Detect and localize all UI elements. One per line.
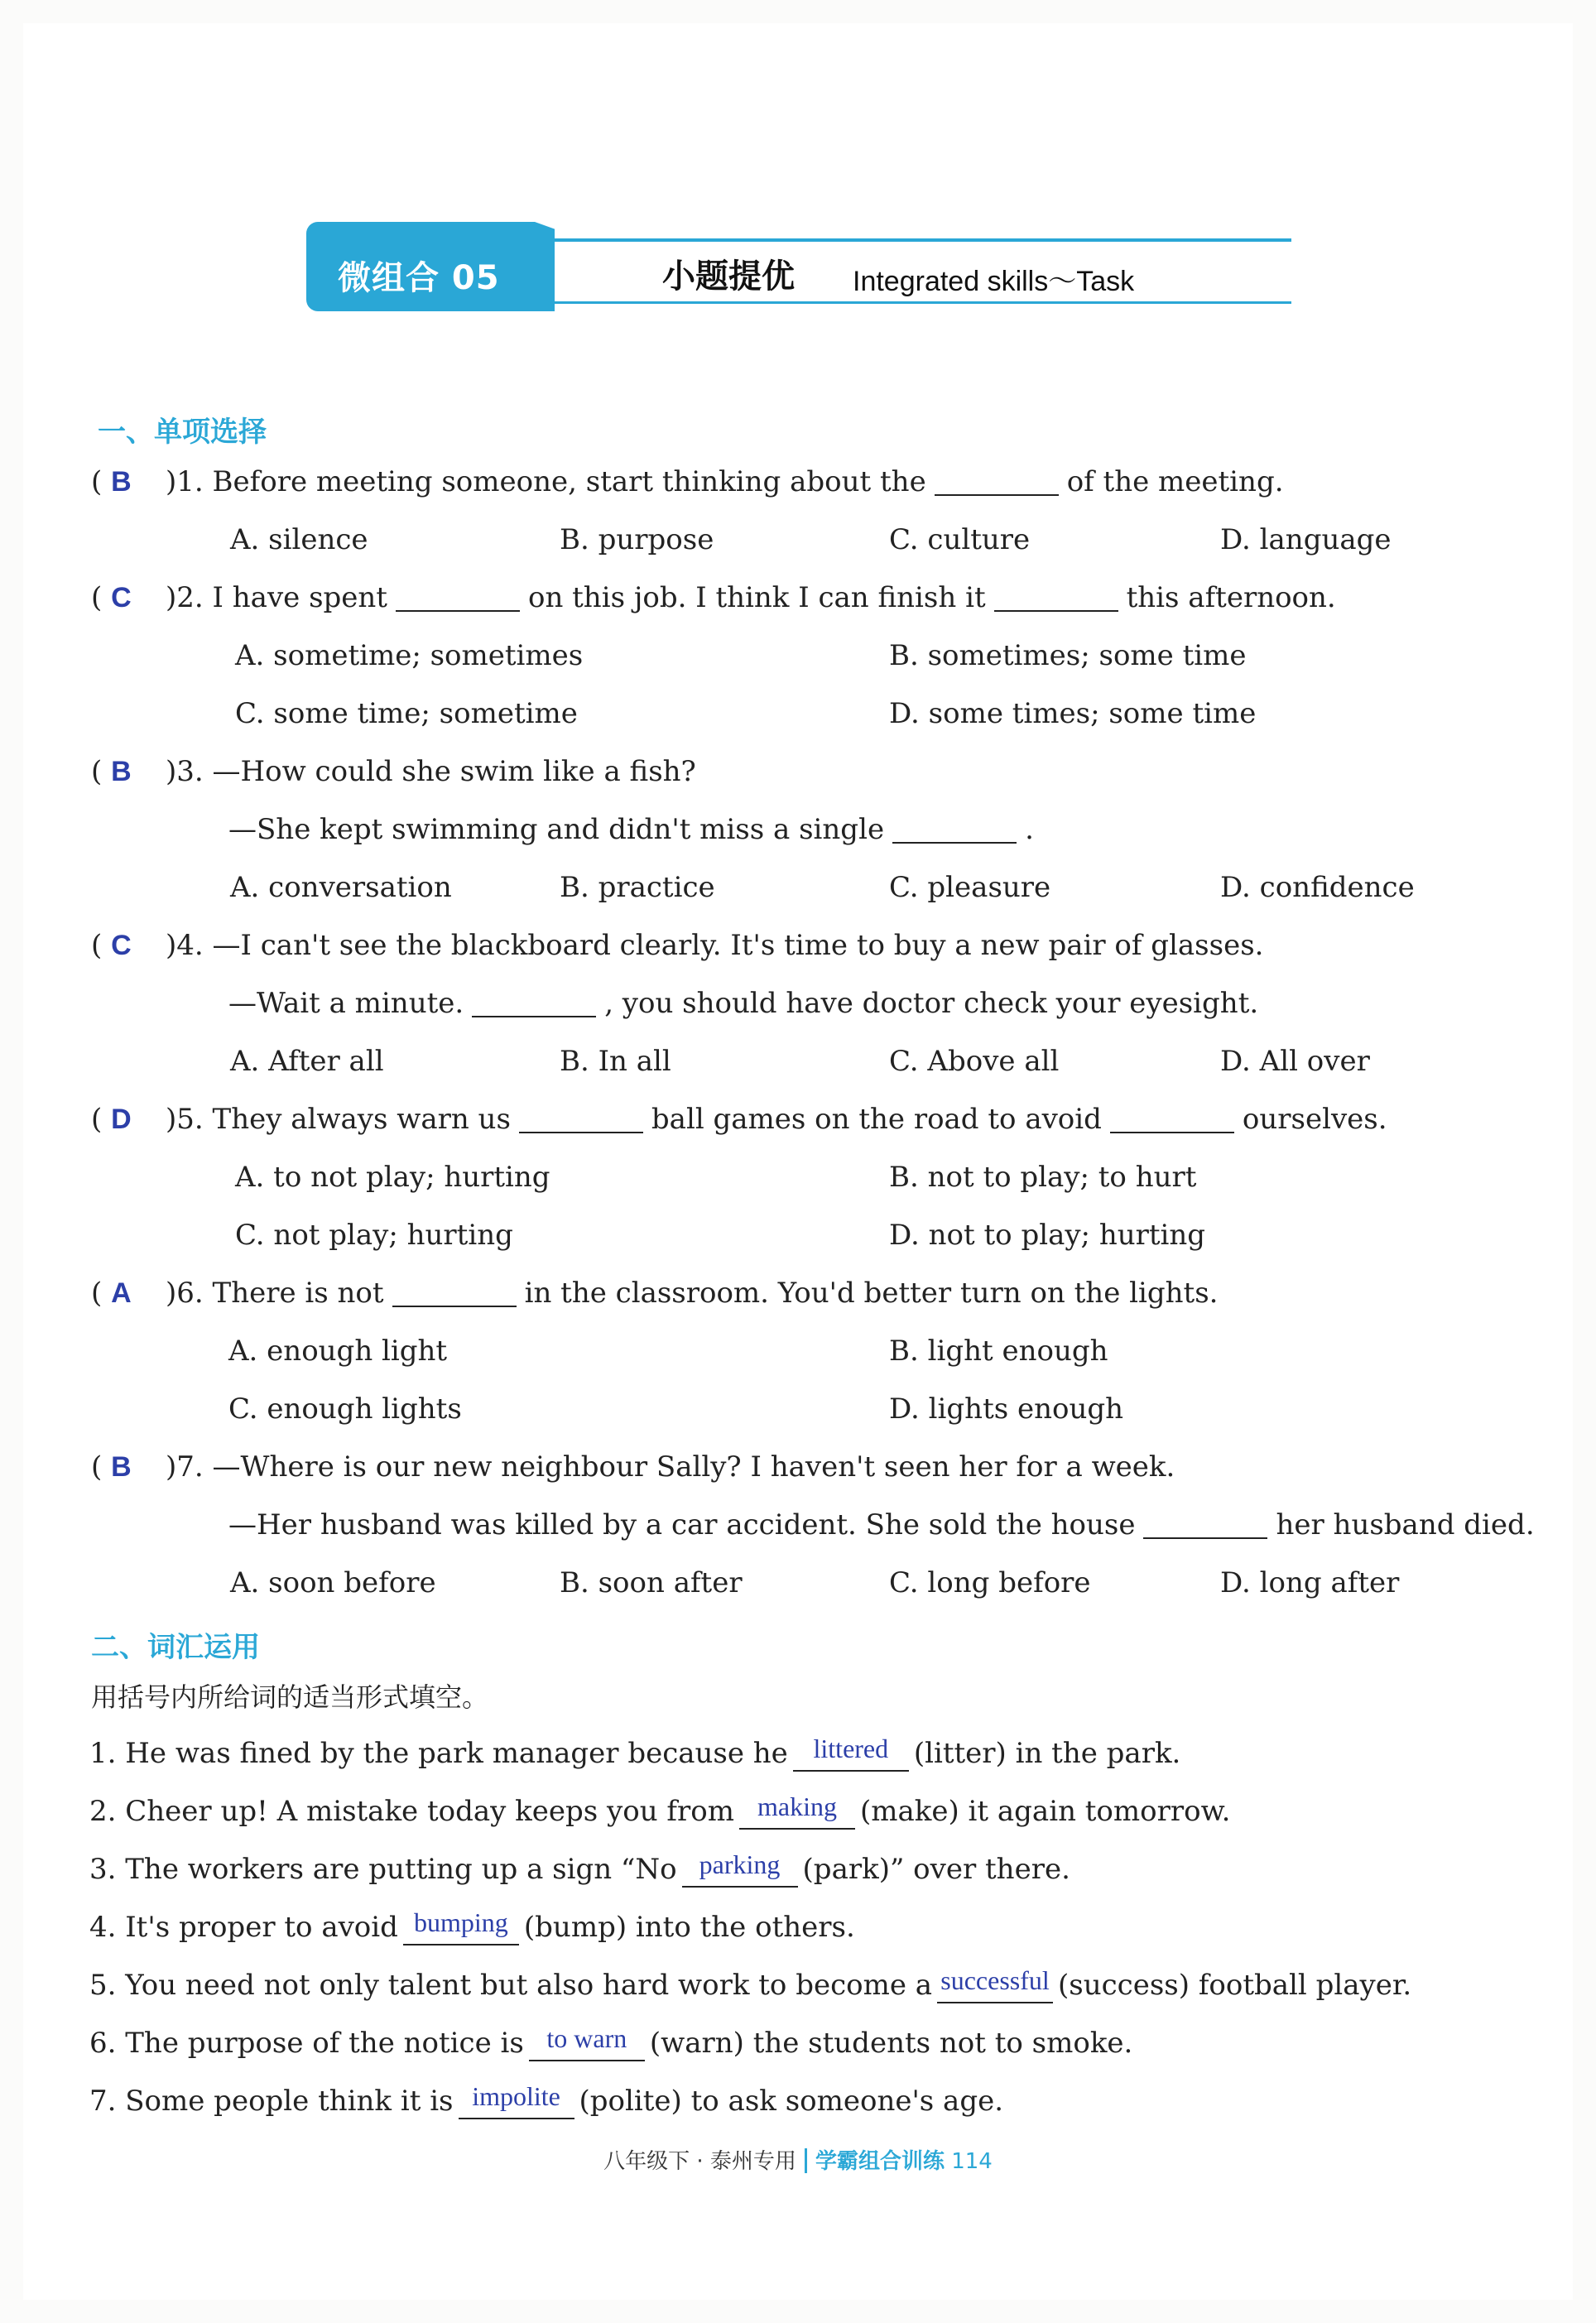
option: B. sometimes; some time (889, 639, 1247, 672)
option: D. not to play; hurting (889, 1219, 1206, 1252)
banner-tab-label: 微组合 05 (338, 259, 500, 297)
fill-item-7: 7. Some people think it is impolite (polite) to ask someone's age. (89, 2081, 1004, 2118)
option: A. conversation (230, 871, 452, 904)
option: A. to not play; hurting (235, 1161, 550, 1194)
answer-2: C (111, 582, 132, 613)
answer-1: B (111, 466, 132, 498)
blank (1110, 1107, 1234, 1133)
option: A. sometime; sometimes (235, 639, 584, 672)
fill-item-3: 3. The workers are putting up a sign “No parking (park)” over there. (89, 1849, 1070, 1886)
footer-separator (805, 2148, 807, 2173)
answer-6: A (111, 1277, 132, 1309)
answer-blank: bumping (403, 1911, 519, 1945)
question-7: ( B )7. —Where is our new neighbour Sally? I haven't seen her for a week. (91, 1450, 1175, 1484)
option: D. language (1220, 523, 1392, 556)
option: C. pleasure (889, 871, 1051, 904)
answer-4: C (111, 930, 132, 961)
blank (1143, 1513, 1267, 1539)
footer-brand: 学霸组合训练 (815, 2149, 945, 2174)
blank (392, 1281, 517, 1307)
option: B. In all (560, 1045, 671, 1078)
option: C. Above all (889, 1045, 1060, 1078)
option: A. enough light (228, 1335, 448, 1368)
answer-blank: parking (682, 1853, 798, 1888)
footer-grade: 八年级下 · 泰州专用 (603, 2149, 796, 2174)
section-banner (306, 222, 1291, 313)
fill-item-6: 6. The purpose of the notice is to warn (warn) the students not to smoke. (89, 2023, 1133, 2060)
option: B. practice (560, 871, 715, 904)
answer-blank: making (739, 1795, 855, 1830)
section2-instruction: 用括号内所给词的适当形式填空。 (91, 1681, 489, 1713)
question-4: ( C )4. —I can't see the blackboard clearly. It's time to buy a new pair of glasses. (91, 929, 1264, 962)
question-7-line-2: —Her husband was killed by a car accident. She sold the house her husband died. (228, 1508, 1535, 1541)
banner-title-en: Integrated skills～Task (853, 266, 1135, 297)
blank (472, 991, 596, 1017)
banner-top-rule (546, 238, 1291, 242)
fill-item-4: 4. It's proper to avoid bumping (bump) into the others. (89, 1907, 855, 1944)
option: D. some times; some time (889, 697, 1257, 730)
option: C. enough lights (228, 1392, 462, 1426)
question-5: ( D )5. They always warn us ball games on the road to avoid ourselves. (91, 1103, 1387, 1136)
option: D. confidence (1220, 871, 1415, 904)
fill-item-2: 2. Cheer up! A mistake today keeps you from making (make) it again tomorrow. (89, 1792, 1231, 1828)
question-2: ( C )2. I have spent on this job. I think I can finish it this afternoon. (91, 581, 1336, 614)
section1-heading: 一、单项选择 (98, 416, 267, 449)
option: B. not to play; to hurt (889, 1161, 1197, 1194)
blank (935, 469, 1059, 496)
question-4-line-2: —Wait a minute. , you should have doctor check your eyesight. (228, 987, 1259, 1020)
option: C. some time; sometime (235, 697, 578, 730)
answer-3: B (111, 756, 132, 787)
blank (892, 817, 1017, 844)
answer-blank: to warn (529, 2027, 645, 2061)
fill-item-1: 1. He was fined by the park manager because he littered (litter) in the park. (89, 1734, 1181, 1770)
option: A. soon before (230, 1566, 436, 1599)
option: A. silence (230, 523, 368, 556)
option: D. long after (1220, 1566, 1400, 1599)
question-3-line-2: —She kept swimming and didn't miss a single . (228, 813, 1034, 846)
question-1: ( B )1. Before meeting someone, start thinking about the of the meeting. (91, 465, 1284, 498)
option: D. lights enough (889, 1392, 1124, 1426)
option: D. All over (1220, 1045, 1370, 1078)
option: B. purpose (560, 523, 714, 556)
section2-heading: 二、词汇运用 (91, 1631, 260, 1664)
answer-5: D (111, 1104, 132, 1135)
page-footer (0, 2144, 1596, 2175)
blank (519, 1107, 643, 1133)
option: A. After all (230, 1045, 384, 1078)
page-number: 114 (951, 2149, 993, 2174)
answer-7: B (111, 1451, 132, 1483)
question-6: ( A )6. There is not in the classroom. You'd better turn on the lights. (91, 1277, 1219, 1310)
fill-item-5: 5. You need not only talent but also hard work to become a successful (success) football player. (89, 1965, 1412, 2002)
option: B. soon after (560, 1566, 743, 1599)
blank (396, 585, 520, 612)
blank (994, 585, 1118, 612)
banner-title-cn: 小题提优 (662, 257, 795, 296)
option: B. light enough (889, 1335, 1108, 1368)
option: C. culture (889, 523, 1031, 556)
banner-bottom-rule (546, 301, 1291, 304)
option: C. long before (889, 1566, 1091, 1599)
answer-blank: successful (937, 1969, 1053, 2003)
option: C. not play; hurting (235, 1219, 513, 1252)
answer-blank: impolite (459, 2085, 574, 2119)
question-3: ( B )3. —How could she swim like a fish? (91, 755, 696, 788)
answer-blank: littered (793, 1737, 909, 1772)
